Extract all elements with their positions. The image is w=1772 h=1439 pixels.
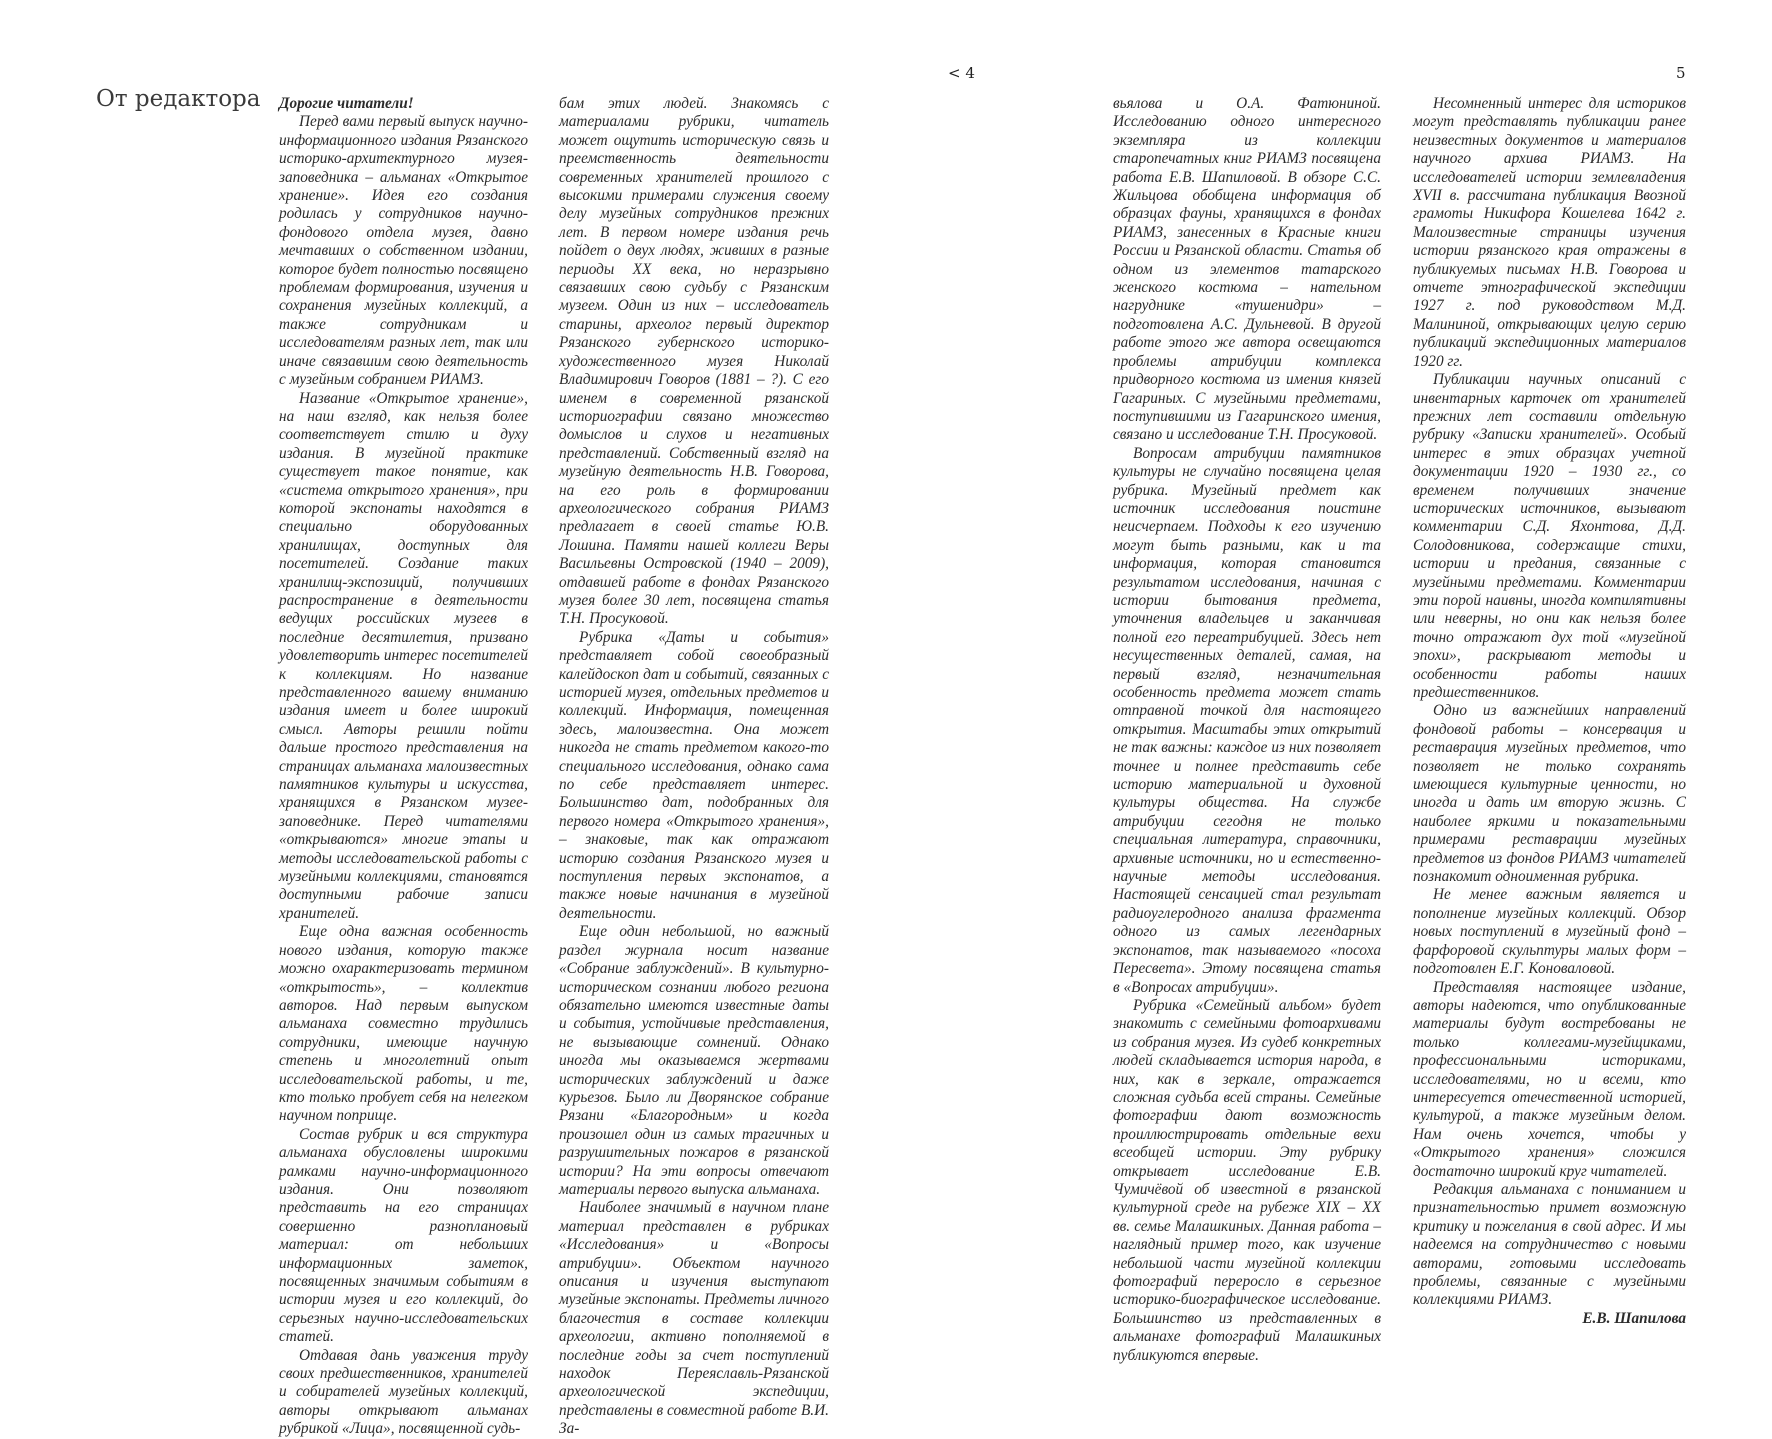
paragraph: вьялова и О.А. Фатюниной. Исследованию одного интересного экземпляра из коллекции старопечатных книг РИАМЗ посвящена работа Е.В. Шапиловой. В обзоре С.С. Жильцова обобщена информация об образцах фауны, хранящихся в фондах РИАМЗ, занесенных в Красные книги России и Рязанской области. Статья об одном из элементов татарского женского костюма – нательном нагруднике «тушенидри» – подготовлена А.С. Дульневой. В другой работе этого же автора освещаются проблемы атрибуции комплекса придворного костюма из имения князей Гагариных. С музейными предметами, поступившими из Гагаринского имения, связано и исследование Т.Н. Просуковой. xyxy=(1113,95,1381,444)
paragraph: Еще одна важная особенность нового издания, которую также можно охарактеризовать термином «открытость», – коллектив авторов. Над первым выпуском альманаха совместно трудились сотрудники, имеющие научную степень и многолетний опыт исследовательской работы, и те, кто только пробует себя на нелегком научном поприще. xyxy=(279,923,528,1125)
paragraph: Состав рубрик и вся структура альманаха обусловлены широкими рамками научно-информационного издания. Они позволяют представить на его страницах совершенно разноплановый материал: от небольших информационных заметок, посвященных значимым событиям в истории музея и его коллекций, до серьезных научно-исследовательских статей. xyxy=(279,1125,528,1346)
paragraph: Публикации научных описаний с инвентарных карточек от хранителей прежних лет составили отдельную рубрику «Записки хранителей». Особый интерес в этих образцах учетной документации 1920 – 1930 гг., со временем получивших значение исторических источников, вызывают комментарии С.Д. Яхонтова, Д.Д. Солодовникова, содержащие стихи, истории и предания, связанные с музейными предметами. Комментарии эти порой наивны, иногда компилятивны или неверны, но они как нельзя более точно отражают дух той «музейной эпохи», раскрывают методы и особенности работы наших предшественников. xyxy=(1413,371,1686,701)
greeting: Дорогие читатели! xyxy=(279,95,414,112)
paragraph: бам этих людей. Знакомясь с материалами рубрики, читатель может ощутить историческую связь и преемственность деятельности современных хранителей прошлого с высокими примерами служения своему делу музейных сотрудников прежних лет. В первом номере издания речь пойдет о двух людях, живших в разные периоды XX века, но неразрывно связавших свою судьбу с Рязанским музеем. Один из них – исследователь старины, археолог первый директор Рязанского губернского историко-художественного музея Николай Владимирович Говоров (1881 – ?). С его именем в современной рязанской историографии связано множество домыслов и слухов и негативных представлений. Собственный взгляд на музейную деятельность Н.В. Говорова, на его роль в формировании археологического собрания РИАМЗ предлагает в своей статье Ю.В. Лошина. Памяти нашей коллеги Веры Васильевны Островской (1940 – 2009), отдавшей работе в фондах Рязанского музея более 30 лет, посвящена статья Т.Н. Просуковой. xyxy=(559,95,829,628)
text-column-4 xyxy=(1413,95,1686,1327)
paragraph: Перед вами первый выпуск научно-информационного издания Рязанского историко-архитектурного музея-заповедника – альманах «Открытое хранение». Идея его создания родилась у сотрудников научно-фондового отдела музея, давно мечтавших о собственном издании, которое будет полностью посвящено проблемам формирования, изучения и сохранения музейных коллекций, а также сотрудникам и исследователям разных лет, так или иначе связавшим свою деятельность с музейным собранием РИАМЗ. xyxy=(279,113,528,389)
paragraph: Название «Открытое хранение», на наш взгляд, как нельзя более соответствует стилю и духу издания. В музейной практике существует такое понятие, как «система открытого хранения», при которой экспонаты находятся в специально оборудованных хранилищах, доступных для посетителей. Создание таких хранилищ-экспозиций, получивших распространение в деятельности ведущих российских музеев в последние десятилетия, призвано удовлетворить интерес посетителей к коллекциям. Но название представленного вашему вниманию издания имеет и более широкий смысл. Авторы решили пойти дальше простого представления на страницах альманаха малоизвестных памятников культуры и искусства, хранящихся в Рязанском музее-заповеднике. Перед читателями «открываются» многие этапы и методы исследовательской работы с музейными коллекциями, становятся доступными рабочие записи хранителей. xyxy=(279,389,528,922)
paragraph: Рубрика «Семейный альбом» будет знакомить с семейными фотоархивами из собрания музея. Из судеб конкретных людей складывается история народа, в них, как в зеркале, отражается сложная судьба всей страны. Семейные фотографии дают возможность проиллюстрировать отдельные вехи всеобщей истории. Эту рубрику открывает исследование Е.В. Чумичёвой об известной в рязанской культурной среде на рубеже XIX – XX вв. семье Малашкиных. Данная работа – наглядный пример того, как изучение небольшой части музейной коллекции фотографий переросло в серьезное историко-биографическое исследование. Большинство из представленных в альманахе фотографий Малашкиных публикуются впервые. xyxy=(1113,996,1381,1364)
paragraph: Наиболее значимый в научном плане материал представлен в рубриках «Исследования» и «Вопросы атрибуции». Объектом научного описания и изучения выступают музейные экспонаты. Предметы личного благочестия в составе коллекции археологии, активно пополняемой в последние годы за счет поступлений находок Переяславль-Рязанской археологической экспедиции, представлены в совместной работе В.И. За- xyxy=(559,1199,829,1438)
previous-page-link[interactable]: < 4 xyxy=(948,64,975,82)
paragraph: Одно из важнейших направлений фондовой работы – консервация и реставрация музейных предметов, что позволяет не только сохранять имеющиеся культурные ценности, но иногда и дать им вторую жизнь. С наиболее яркими и показательными примерами реставрации музейных предметов из фондов РИАМЗ читателей познакомит одноименная рубрика. xyxy=(1413,702,1686,886)
page-number: 5 xyxy=(1676,64,1686,82)
author-signature: Е.В. Шапилова xyxy=(1582,1309,1686,1327)
paragraph: Редакция альманаха с пониманием и признательностью примет возможную критику и пожелания в свой адрес. И мы надеемся на сотрудничество с новыми авторами, готовыми исследовать проблемы, связанные с музейными коллекциями РИАМЗ. xyxy=(1413,1180,1686,1309)
paragraph: Отдавая дань уважения труду своих предшественников, хранителей и собирателей музейных коллекций, авторы открывают альманах рубрикой «Лица», посвященной судь- xyxy=(279,1346,528,1438)
text-column-3 xyxy=(1113,95,1381,1364)
paragraph: Не менее важным является и пополнение музейных коллекций. Обзор новых поступлений в музейный фонд – фарфоровой скульптуры малых форм – подготовлен Е.Г. Коноваловой. xyxy=(1413,886,1686,978)
paragraph: Вопросам атрибуции памятников культуры не случайно посвящена целая рубрика. Музейный предмет как источник исследования поистине неисчерпаем. Подходы к его изучению могут быть разными, как и та информация, которая становится результатом исследования, начиная с истории бытования предмета, уточнения владельцев и заканчивая полной его переатрибуцией. Здесь нет несущественных деталей, самая, на первый взгляд, незначительная особенность предмета может стать отправной точкой для настоящего открытия. Масштабы этих открытий не так важны: каждое из них позволяет точнее и полнее представить себе историю материальной и духовной культуры общества. На службе атрибуции сегодня не только специальная литература, справочники, архивные источники, но и естественно-научные методы исследования. Настоящей сенсацией стал результат радиоуглеродного анализа фрагмента одного из самых легендарных экспонатов, так называемого «посоха Пересвета». Этому посвящена статья в «Вопросах атрибуции». xyxy=(1113,444,1381,996)
text-column-2 xyxy=(559,95,829,1438)
section-title: От редактора xyxy=(96,86,261,112)
paragraph: Несомненный интерес для историков могут представлять публикации ранее неизвестных документов и материалов научного архива РИАМЗ. На исследователей истории землевладения XVII в. рассчитана публикация Ввозной грамоты Никифора Кошелева 1642 г. Малоизвестные страницы изучения истории рязанского края отражены в публикуемых письмах Н.В. Говорова и отчете этнографической экспедиции 1927 г. под руководством М.Д. Малининой, открывающих целую серию публикаций экспедиционных материалов 1920 гг. xyxy=(1413,95,1686,370)
text-column-1 xyxy=(279,95,528,1438)
paragraph: Рубрика «Даты и события» представляет собой своеобразный калейдоскоп дат и событий, связанных с историей музея, отдельных предметов и коллекций. Информация, помещенная здесь, малоизвестна. Она может никогда не стать предметом какого-то специального исследования, однако сама по себе представляет интерес. Большинство дат, подобранных для первого номера «Открытого хранения», – знаковые, так как отражают историю создания Рязанского музея и поступления первых экспонатов, а также новые начинания в музейной деятельности. xyxy=(559,628,829,922)
paragraph: Представляя настоящее издание, авторы надеются, что опубликованные материалы будут востребованы не только коллегами-музейщиками, профессиональными историками, исследователями, но и всеми, кто интересуется отечественной историей, культурой, а также музейным делом. Нам очень хочется, чтобы у «Открытого хранения» сложился достаточно широкий круг читателей. xyxy=(1413,978,1686,1180)
paragraph: Еще один небольшой, но важный раздел журнала носит название «Собрание заблуждений». В культурно-историческом сознании любого региона обязательно имеются известные даты и события, устойчивые представления, не вызывающие сомнений. Однако иногда мы оказываемся жертвами исторических заблуждений и даже курьезов. Было ли Дворянское собрание Рязани «Благородным» и когда произошел один из самых трагичных и разрушительных пожаров в рязанской истории? На эти вопросы отвечают материалы первого выпуска альманаха. xyxy=(559,923,829,1198)
